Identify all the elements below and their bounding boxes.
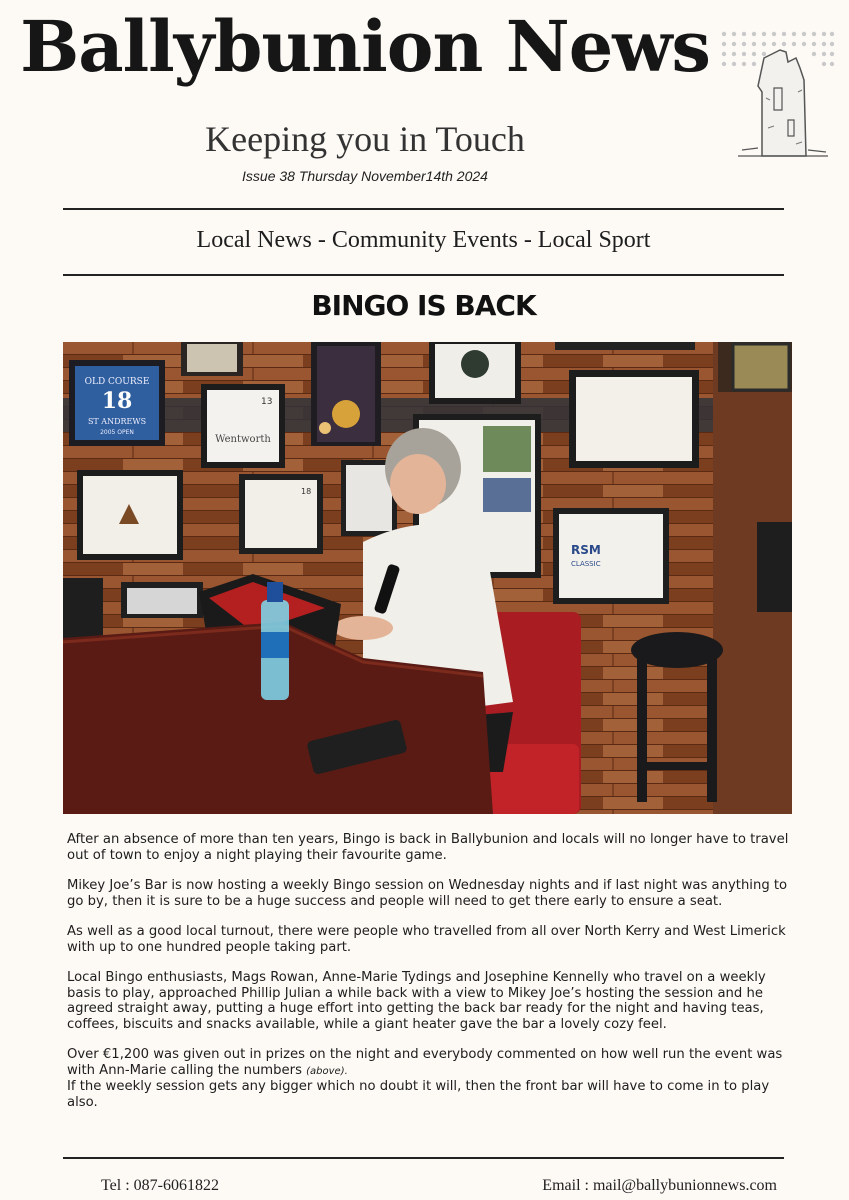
frame-text-old-course: OLD COURSE [84, 377, 150, 387]
bingo-caller-photo [63, 342, 792, 814]
header-rule-bottom [63, 274, 784, 276]
frame-text-classic: CLASSIC [571, 560, 601, 568]
article-body [67, 832, 789, 1125]
header-rule-top [63, 208, 784, 210]
sections-line: Local News - Community Events - Local Sport [196, 227, 651, 253]
masthead-title: Ballybunion News [20, 5, 710, 88]
article-paragraph: If the weekly session gets any bigger which no doubt it will, then the front bar will have to come in to play also. [67, 1079, 770, 1110]
footer-telephone: Tel : 087-6061822 [101, 1177, 219, 1194]
article-headline: BINGO IS BACK [311, 289, 536, 322]
frame-text-rsm: RSM [571, 543, 601, 557]
castle-ruin-logo [718, 28, 836, 160]
caption-reference: (above). [306, 1065, 348, 1077]
frame-text-13: 13 [261, 397, 273, 407]
article-paragraph: After an absence of more than ten years, Bingo is back in Ballybunion and locals will no longer have to travel out of town to enjoy a night playing their favourite game. [67, 832, 789, 863]
frame-text-2005-open: 2005 OPEN [100, 429, 134, 436]
paragraph-text: Over €1,200 was given out in prizes on the night and everybody commented on how well run the event was with Ann-Marie calling the numbers [67, 1047, 783, 1078]
article-paragraph: Mikey Joe’s Bar is now hosting a weekly Bingo session on Wednesday nights and if last night was anything to go by, then it is sure to be a huge success and people will need to get there early to ensure a seat. [67, 878, 788, 909]
article-paragraph [67, 1047, 789, 1079]
frame-text-18b: 18 [301, 487, 312, 496]
footer-rule [63, 1157, 784, 1159]
frame-text-18: 18 [101, 388, 133, 414]
article-paragraph: Local Bingo enthusiasts, Mags Rowan, Anne-Marie Tydings and Josephine Kennelly who travel on a weekly basis to play, approached Phillip Julian a while back with a view to Mikey Joe’s hosting the session and he agreed straight away, putting a huge effort into getting the back bar ready for the night and having teas, coffees, biscuits and snacks available, while a giant heater gave the bar a lovely cozy feel. [67, 970, 766, 1032]
tagline: Keeping you in Touch [205, 119, 525, 159]
footer-email: Email : mail@ballybunionnews.com [542, 1177, 777, 1194]
article-paragraph: As well as a good local turnout, there were people who travelled from all over North Kerry and West Limerick with up to one hundred people taking part. [67, 924, 786, 955]
issue-date: Issue 38 Thursday November14th 2024 [242, 168, 488, 184]
frame-text-wentworth: Wentworth [215, 434, 271, 445]
article-photo [63, 342, 792, 814]
frame-text-st-andrews: ST ANDREWS [87, 417, 147, 426]
